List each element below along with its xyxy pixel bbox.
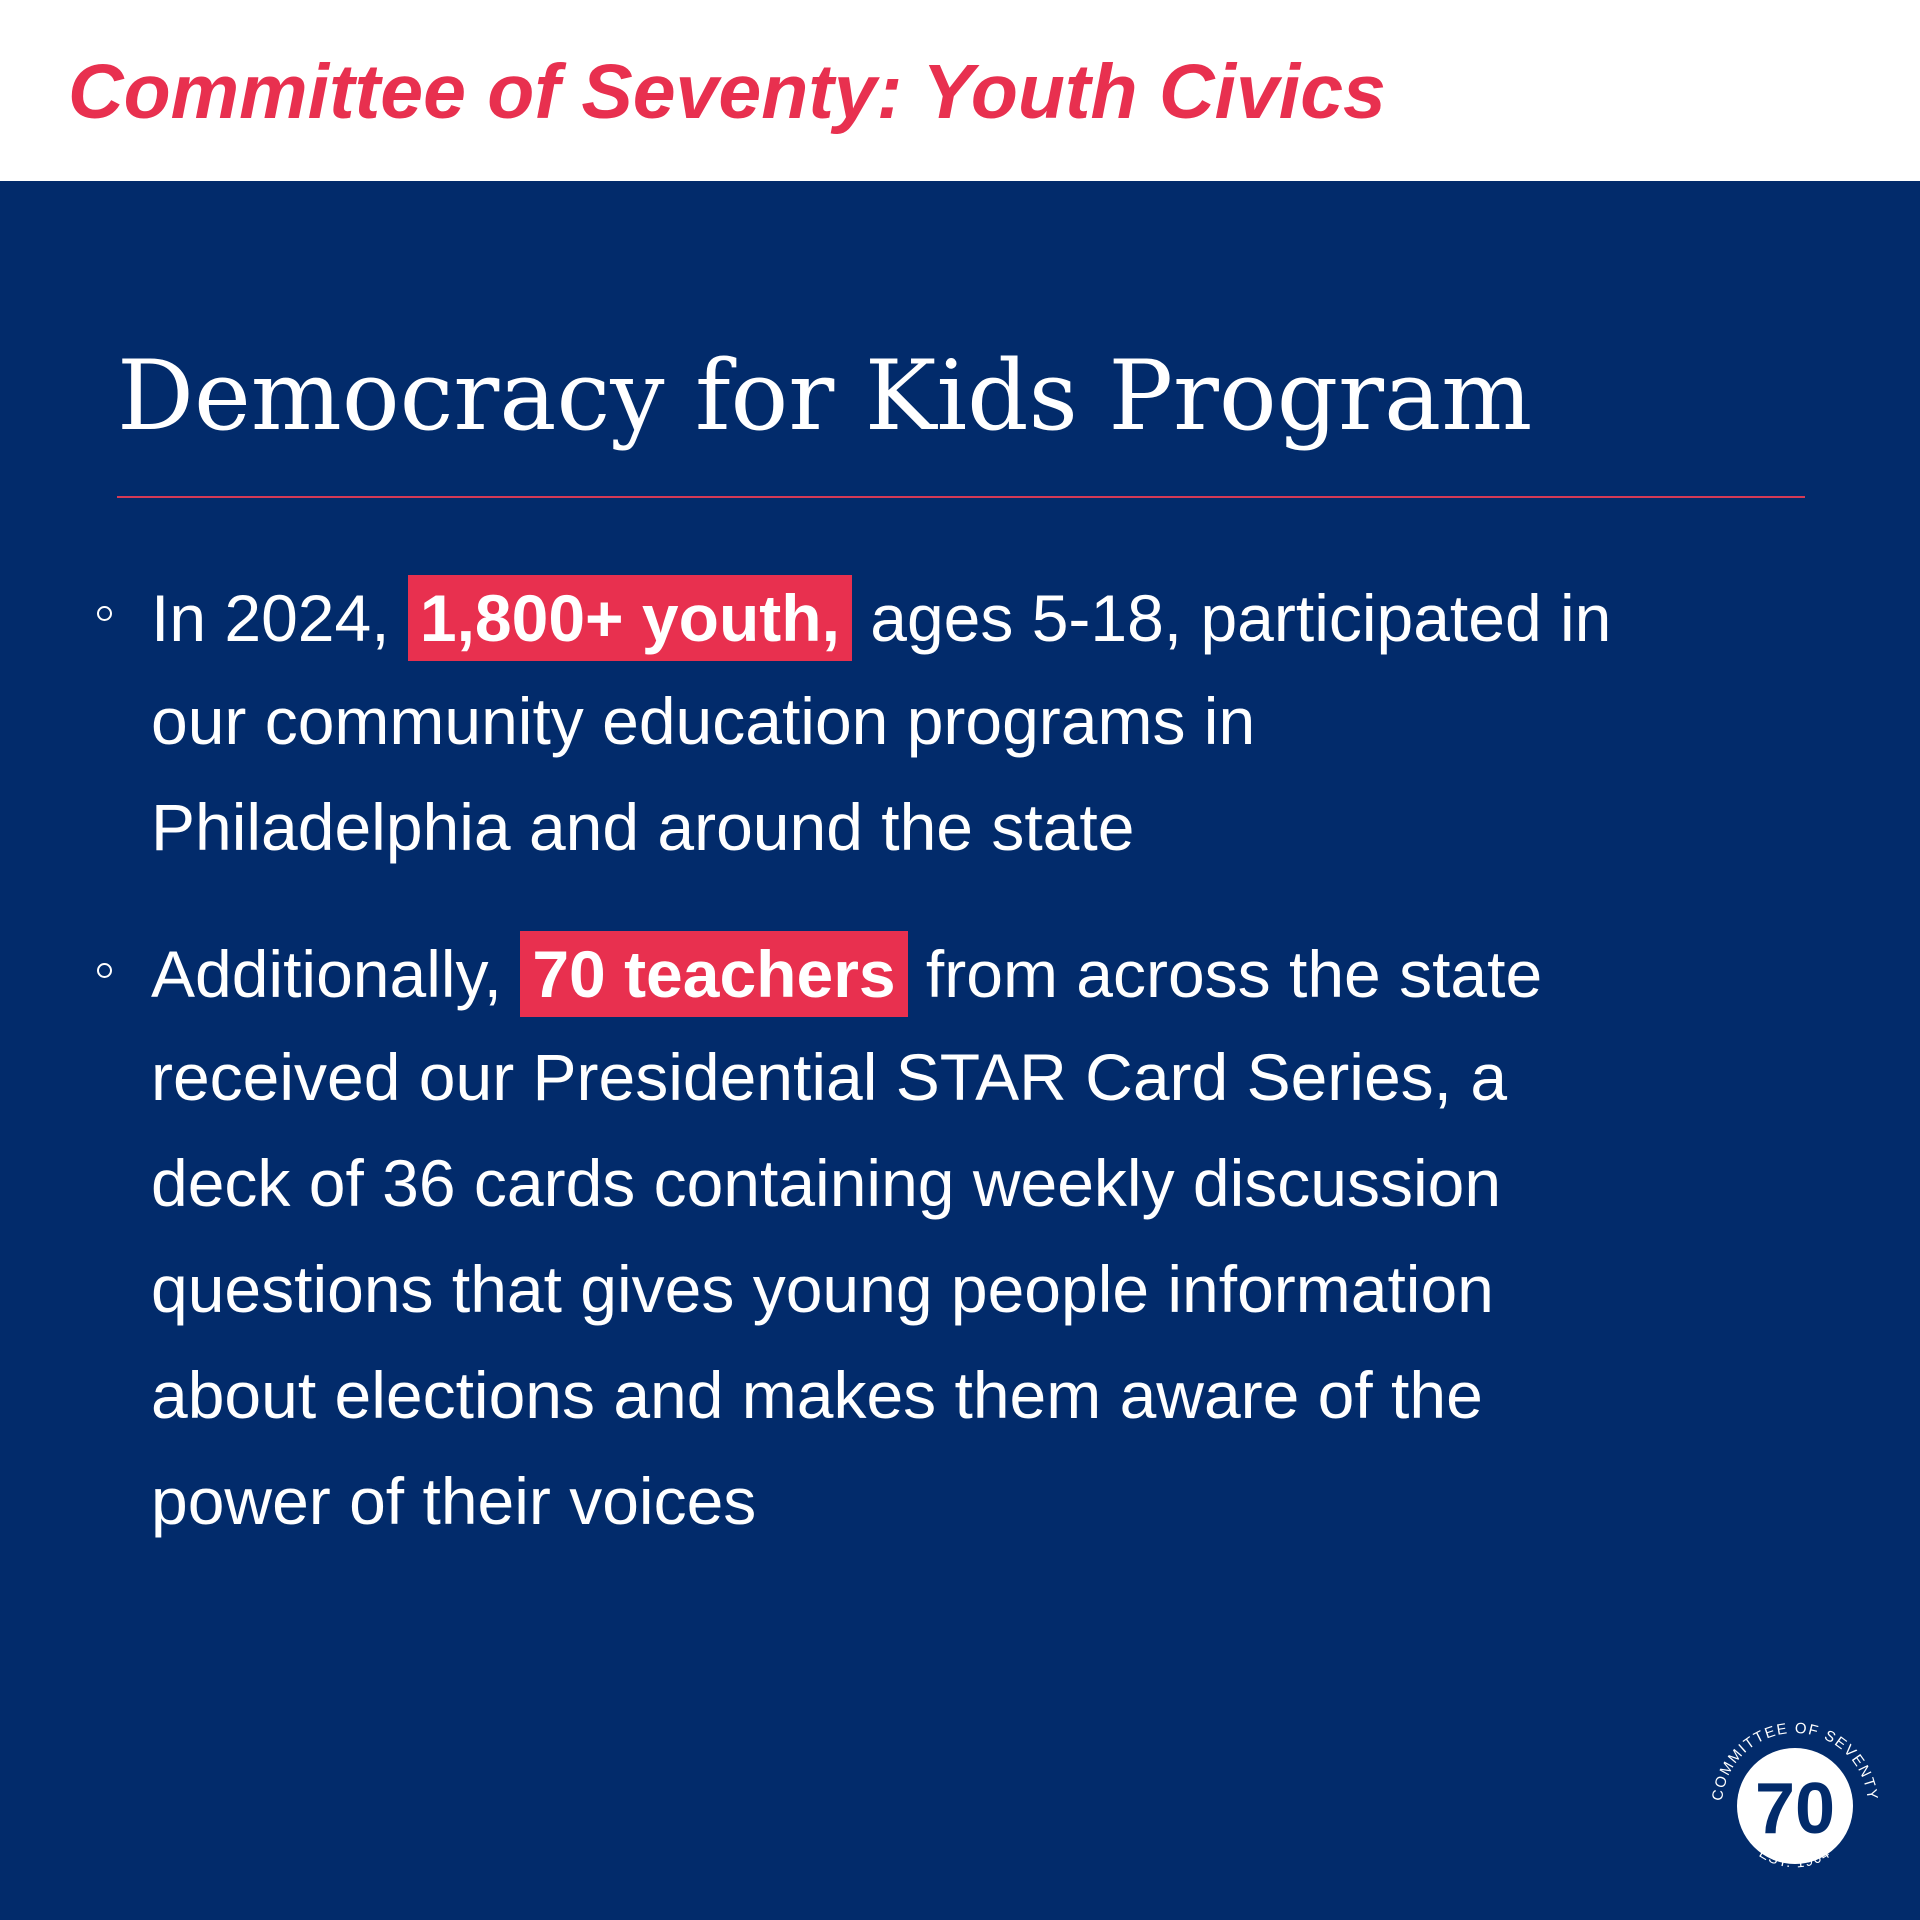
program-heading: Democracy for Kids Program	[117, 340, 1533, 452]
logo-est-text: EST. 1904	[1756, 1844, 1834, 1871]
line-text: Additionally,	[151, 937, 521, 1011]
bullet-line: deck of 36 cards containing weekly discussion	[151, 1146, 1502, 1220]
bullet-line: questions that gives young people information	[151, 1252, 1494, 1326]
line-text: from across the state	[907, 937, 1543, 1011]
highlight-badge: 1,800+ youth,	[408, 575, 852, 661]
highlight-badge: 70 teachers	[520, 931, 907, 1017]
bullet-circle-icon	[97, 606, 112, 621]
committee-of-seventy-logo	[1700, 1706, 1890, 1896]
seventy-seal-icon	[1700, 1706, 1890, 1896]
bullet-line: power of their voices	[151, 1464, 757, 1538]
bullet-line: about elections and makes them aware of the	[151, 1358, 1483, 1432]
bullet-line: our community education programs in	[151, 684, 1256, 758]
bullet-line	[151, 931, 1542, 1017]
logo-number: 70	[1754, 1769, 1836, 1849]
header-bar	[0, 0, 1920, 181]
header-title: Committee of Seventy: Youth Civics	[68, 49, 1386, 135]
bullet-line: Philadelphia and around the state	[151, 790, 1135, 864]
logo-ring-text: COMMITTEE OF SEVENTY	[1709, 1719, 1881, 1802]
line-text: In 2024,	[151, 581, 408, 655]
heading-divider	[117, 496, 1805, 498]
bullet-line: received our Presidential STAR Card Series, a	[151, 1040, 1508, 1114]
bullet-circle-icon	[97, 963, 112, 978]
bullet-line	[151, 575, 1611, 661]
line-text: ages 5-18, participated in	[851, 581, 1612, 655]
